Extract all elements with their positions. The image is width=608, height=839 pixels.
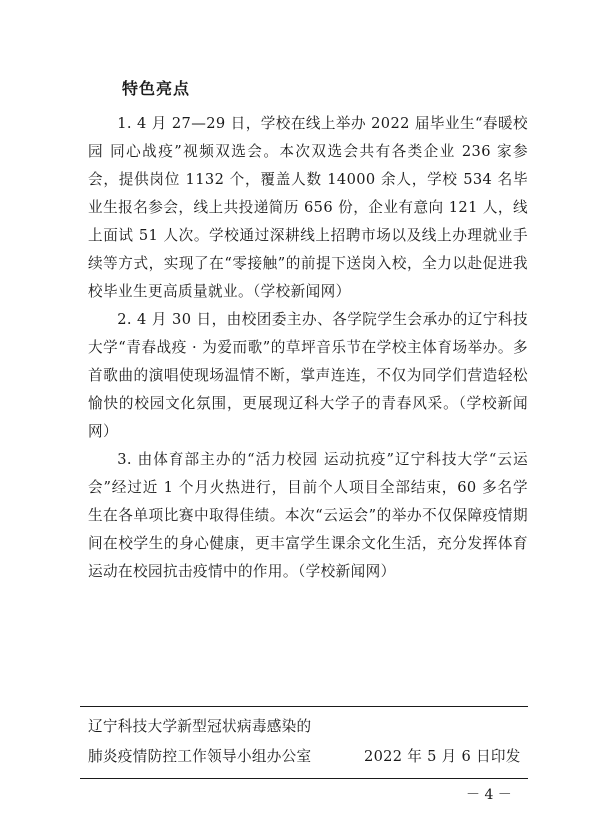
paragraph-2: 2. 4 月 30 日，由校团委主办、各学院学生会承办的辽宁科技大学“青春战疫 · 为爱而歌”的草坪音乐节在学校主体育场举办。多首歌曲的演唱使现场温情不断，掌声连连，不仅为同学们营造轻松愉快的校园文化氛围，更展现辽科大学子的青春风采。（学校新闻网） (88, 311, 528, 440)
page-number: － 4 － (466, 787, 512, 803)
document-body (88, 110, 528, 586)
section-title: 特色亮点 (122, 79, 191, 98)
paragraph-3: 3. 由体育部主办的“活力校园 运动抗疫”辽宁科技大学“云运会”经过近 1 个月火热进行，目前个人项目全部结束，60 多名学生在各单项比赛中取得佳绩。本次“云运会”的举办不仅保障疫情期间在校学生的身心健康，更丰富学生课余文化生活，充分发挥体育运动在校园抗击疫情中的作用。（学校新闻网） (88, 451, 528, 580)
footer-issue-date: 2022 年 5 月 6 日印发 (364, 748, 521, 765)
footer-issuer-line-2: 肺炎疫情防控工作领导小组办公室 (88, 748, 312, 765)
footer-bottom-rule (80, 778, 528, 779)
footer-issuer-line-1: 辽宁科技大学新型冠状病毒感染的 (88, 718, 312, 735)
paragraph-1: 1. 4 月 27—29 日，学校在线上举办 2022 届毕业生“春暖校园 同心战疫”视频双选会。本次双选会共有各类企业 236 家参会，提供岗位 1132 个，覆盖人数 14000 余人，学校 534 名毕业生报名参会，线上共投递简历 656 份，企业有意向 121 人，线上面试 51 人次。学校通过深耕线上招聘市场以及线上办理就业手续等方式，实现了在“零接触”的前提下送岗入校，全力以赴促进我校毕业生更高质量就业。（学校新闻网） (88, 115, 528, 300)
footer-top-rule (80, 706, 528, 707)
footer-issuer (88, 712, 311, 772)
